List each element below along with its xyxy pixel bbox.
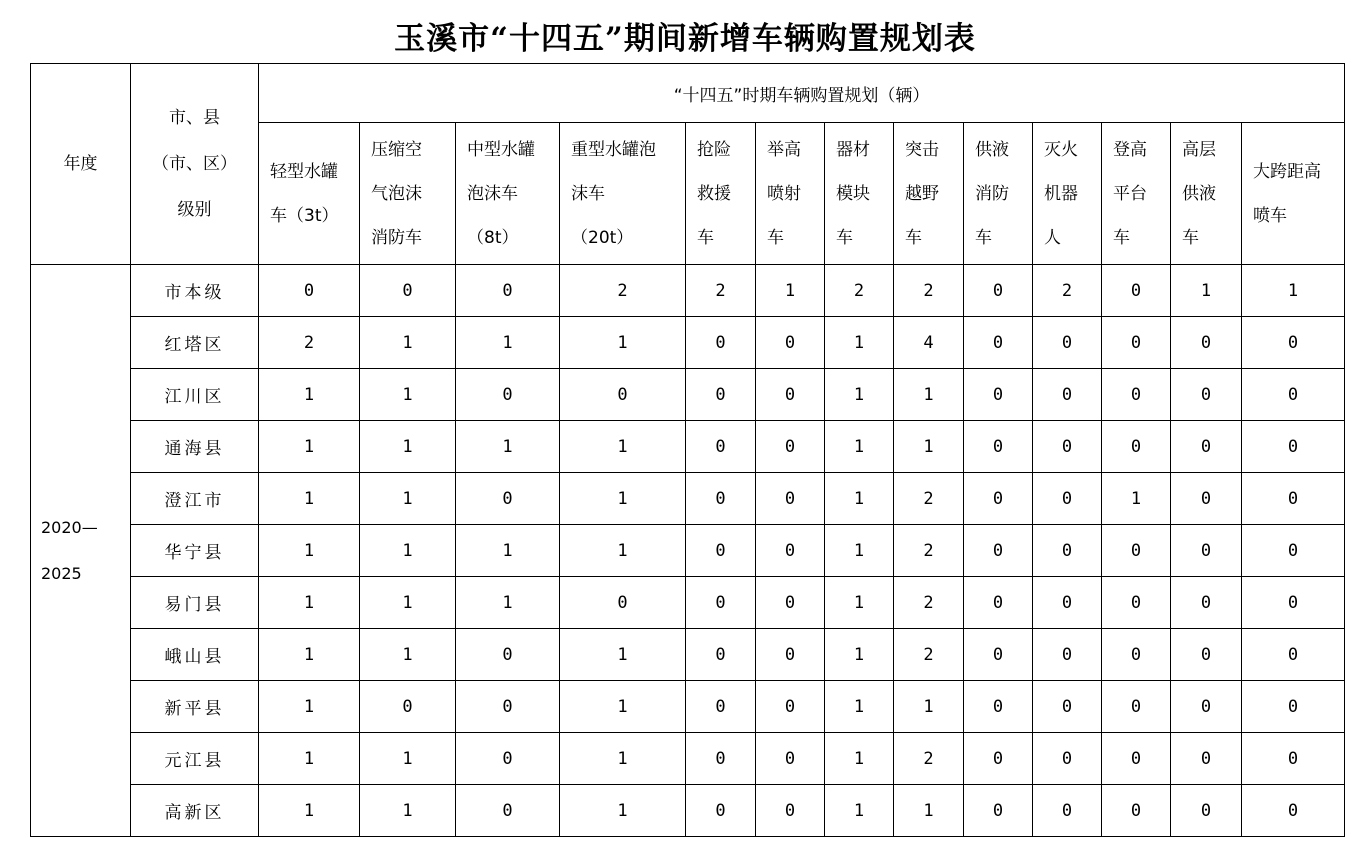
vehicle-count-cell: 0 bbox=[456, 733, 560, 785]
vehicle-count-cell: 0 bbox=[964, 577, 1033, 629]
column-header-line: 消防 bbox=[975, 183, 1009, 204]
column-header bbox=[560, 123, 686, 265]
vehicle-count-cell: 1 bbox=[560, 421, 686, 473]
column-header-line: 车 bbox=[1113, 227, 1130, 248]
vehicle-count-cell: 0 bbox=[964, 421, 1033, 473]
vehicle-count-cell: 0 bbox=[964, 265, 1033, 317]
column-header-line: 登高 bbox=[1113, 139, 1147, 160]
column-header-line: 车（3t） bbox=[270, 205, 339, 226]
column-header-line: 抢险 bbox=[697, 139, 731, 160]
vehicle-count-cell: 1 bbox=[259, 421, 360, 473]
column-header-line: 重型水罐泡 bbox=[571, 139, 656, 160]
vehicle-count-cell: 0 bbox=[964, 733, 1033, 785]
vehicle-count-cell: 0 bbox=[1102, 577, 1171, 629]
vehicle-count-cell: 0 bbox=[456, 629, 560, 681]
level-header-line: 市、县 bbox=[169, 108, 220, 128]
vehicle-count-cell: 0 bbox=[756, 473, 825, 525]
vehicle-count-cell: 1 bbox=[360, 577, 456, 629]
district-name: 红塔区 bbox=[131, 317, 259, 369]
table-row bbox=[31, 317, 1345, 369]
page-title: 玉溪市“十四五”期间新增车辆购置规划表 bbox=[394, 21, 976, 57]
district-name: 通海县 bbox=[131, 421, 259, 473]
vehicle-count-cell: 2 bbox=[560, 265, 686, 317]
vehicle-count-cell: 0 bbox=[964, 681, 1033, 733]
vehicle-count-cell: 2 bbox=[894, 525, 964, 577]
vehicle-count-cell: 0 bbox=[1102, 681, 1171, 733]
vehicle-count-cell: 0 bbox=[1171, 629, 1242, 681]
vehicle-count-cell: 0 bbox=[756, 525, 825, 577]
column-header-line: 器材 bbox=[836, 139, 870, 160]
vehicle-count-cell: 4 bbox=[894, 317, 964, 369]
vehicle-count-cell: 1 bbox=[1242, 265, 1345, 317]
column-header-line: 灭火 bbox=[1044, 139, 1078, 160]
vehicle-count-cell: 0 bbox=[1102, 369, 1171, 421]
vehicle-count-cell: 0 bbox=[686, 317, 756, 369]
column-header-line: 沫车 bbox=[571, 183, 605, 204]
vehicle-count-cell: 1 bbox=[360, 473, 456, 525]
vehicle-count-cell: 0 bbox=[560, 369, 686, 421]
column-header-line: （20t） bbox=[571, 227, 634, 248]
column-header-line: 气泡沫 bbox=[371, 183, 422, 204]
column-header bbox=[1102, 123, 1171, 265]
vehicle-count-cell: 0 bbox=[1242, 421, 1345, 473]
vehicle-count-cell: 0 bbox=[1033, 629, 1102, 681]
vehicle-count-cell: 1 bbox=[259, 681, 360, 733]
district-name: 江川区 bbox=[131, 369, 259, 421]
column-header bbox=[894, 123, 964, 265]
table-row bbox=[31, 525, 1345, 577]
column-header-line: 供液 bbox=[1182, 183, 1216, 204]
vehicle-count-cell: 0 bbox=[686, 681, 756, 733]
vehicle-count-cell: 0 bbox=[1033, 577, 1102, 629]
vehicle-count-cell: 0 bbox=[964, 629, 1033, 681]
vehicle-count-cell: 1 bbox=[756, 265, 825, 317]
column-header-line: 平台 bbox=[1113, 183, 1147, 204]
column-header bbox=[964, 123, 1033, 265]
vehicle-count-cell: 0 bbox=[964, 785, 1033, 837]
vehicle-count-cell: 0 bbox=[1171, 421, 1242, 473]
vehicle-count-cell: 1 bbox=[560, 473, 686, 525]
vehicle-count-cell: 0 bbox=[756, 421, 825, 473]
column-header bbox=[825, 123, 894, 265]
vehicle-count-cell: 0 bbox=[1242, 681, 1345, 733]
column-header bbox=[756, 123, 825, 265]
vehicle-count-cell: 1 bbox=[560, 525, 686, 577]
vehicle-count-cell: 0 bbox=[1102, 317, 1171, 369]
column-header-line: 车 bbox=[975, 227, 992, 248]
vehicle-count-cell: 1 bbox=[360, 421, 456, 473]
table-row bbox=[31, 421, 1345, 473]
district-name: 易门县 bbox=[131, 577, 259, 629]
vehicle-count-cell: 1 bbox=[259, 473, 360, 525]
vehicle-count-cell: 1 bbox=[825, 681, 894, 733]
vehicle-count-cell: 0 bbox=[1033, 473, 1102, 525]
vehicle-count-cell: 0 bbox=[1171, 785, 1242, 837]
column-header bbox=[1242, 123, 1345, 265]
vehicle-count-cell: 0 bbox=[756, 733, 825, 785]
district-name: 新平县 bbox=[131, 681, 259, 733]
vehicle-count-cell: 0 bbox=[360, 681, 456, 733]
vehicle-count-cell: 1 bbox=[259, 733, 360, 785]
vehicle-count-cell: 0 bbox=[1102, 785, 1171, 837]
vehicle-count-cell: 1 bbox=[825, 629, 894, 681]
vehicle-count-cell: 1 bbox=[825, 317, 894, 369]
vehicle-count-cell: 0 bbox=[1242, 473, 1345, 525]
vehicle-count-cell: 1 bbox=[360, 525, 456, 577]
vehicle-count-cell: 0 bbox=[686, 785, 756, 837]
column-header-line: 人 bbox=[1044, 227, 1061, 248]
vehicle-count-cell: 0 bbox=[756, 785, 825, 837]
year-line: 2025 bbox=[41, 563, 82, 583]
group-header: “十四五”时期车辆购置规划（辆） bbox=[259, 64, 1345, 123]
column-header bbox=[360, 123, 456, 265]
vehicle-count-cell: 1 bbox=[1171, 265, 1242, 317]
vehicle-count-cell: 0 bbox=[1171, 317, 1242, 369]
level-header bbox=[131, 64, 259, 265]
vehicle-count-cell: 2 bbox=[894, 629, 964, 681]
vehicle-count-cell: 1 bbox=[825, 421, 894, 473]
vehicle-count-cell: 0 bbox=[456, 265, 560, 317]
vehicle-count-cell: 2 bbox=[1033, 265, 1102, 317]
column-header-line: 车 bbox=[905, 227, 922, 248]
vehicle-count-cell: 0 bbox=[456, 369, 560, 421]
vehicle-count-cell: 0 bbox=[1242, 629, 1345, 681]
vehicle-count-cell: 2 bbox=[894, 577, 964, 629]
vehicle-count-cell: 0 bbox=[1033, 785, 1102, 837]
column-header-line: 越野 bbox=[905, 183, 939, 204]
district-name: 华宁县 bbox=[131, 525, 259, 577]
vehicle-count-cell: 0 bbox=[1102, 525, 1171, 577]
vehicle-count-cell: 1 bbox=[560, 785, 686, 837]
vehicle-count-cell: 0 bbox=[1242, 525, 1345, 577]
vehicle-count-cell: 0 bbox=[1033, 525, 1102, 577]
column-header-line: 车 bbox=[1182, 227, 1199, 248]
vehicle-count-cell: 0 bbox=[1102, 629, 1171, 681]
column-header-line: 车 bbox=[697, 227, 714, 248]
vehicle-count-cell: 1 bbox=[825, 733, 894, 785]
vehicle-count-cell: 1 bbox=[259, 525, 360, 577]
vehicle-count-cell: 1 bbox=[360, 369, 456, 421]
table-row bbox=[31, 473, 1345, 525]
vehicle-count-cell: 2 bbox=[825, 265, 894, 317]
vehicle-count-cell: 0 bbox=[1033, 369, 1102, 421]
year-header: 年度 bbox=[31, 64, 131, 265]
column-header-line: 压缩空 bbox=[371, 139, 422, 160]
vehicle-count-cell: 0 bbox=[1242, 577, 1345, 629]
column-header-line: 喷射 bbox=[767, 183, 801, 204]
vehicle-count-cell: 2 bbox=[259, 317, 360, 369]
table-body bbox=[31, 265, 1345, 837]
vehicle-count-cell: 1 bbox=[456, 577, 560, 629]
vehicle-count-cell: 0 bbox=[1033, 733, 1102, 785]
level-header-line: （市、区） bbox=[152, 154, 237, 174]
district-name: 高新区 bbox=[131, 785, 259, 837]
vehicle-count-cell: 0 bbox=[756, 629, 825, 681]
vehicle-count-cell: 1 bbox=[360, 733, 456, 785]
vehicle-count-cell: 1 bbox=[825, 369, 894, 421]
vehicle-count-cell: 2 bbox=[686, 265, 756, 317]
vehicle-count-cell: 2 bbox=[894, 473, 964, 525]
column-header-line: 泡沫车 bbox=[467, 183, 518, 204]
vehicle-count-cell: 0 bbox=[1171, 525, 1242, 577]
vehicle-count-cell: 0 bbox=[1171, 473, 1242, 525]
vehicle-count-cell: 1 bbox=[560, 681, 686, 733]
vehicle-count-cell: 0 bbox=[756, 317, 825, 369]
vehicle-count-cell: 0 bbox=[756, 577, 825, 629]
column-header-line: 举高 bbox=[767, 139, 801, 160]
district-name: 澄江市 bbox=[131, 473, 259, 525]
table-row bbox=[31, 369, 1345, 421]
vehicle-count-cell: 0 bbox=[686, 421, 756, 473]
vehicle-count-cell: 0 bbox=[686, 369, 756, 421]
vehicle-count-cell: 0 bbox=[1242, 785, 1345, 837]
vehicle-count-cell: 0 bbox=[964, 525, 1033, 577]
column-header-line: 机器 bbox=[1044, 183, 1078, 204]
table-row bbox=[31, 785, 1345, 837]
table-row bbox=[31, 629, 1345, 681]
vehicle-count-cell: 1 bbox=[560, 317, 686, 369]
column-header-line: 救援 bbox=[697, 183, 731, 204]
vehicle-count-cell: 0 bbox=[686, 473, 756, 525]
vehicle-count-cell: 1 bbox=[259, 577, 360, 629]
vehicle-plan-table bbox=[30, 63, 1345, 837]
column-header-line: 消防车 bbox=[371, 227, 422, 248]
column-header-line: 车 bbox=[767, 227, 784, 248]
column-header bbox=[456, 123, 560, 265]
vehicle-count-cell: 1 bbox=[456, 421, 560, 473]
vehicle-count-cell: 0 bbox=[964, 473, 1033, 525]
column-header-line: 高层 bbox=[1182, 139, 1216, 160]
vehicle-count-cell: 1 bbox=[825, 785, 894, 837]
vehicle-count-cell: 0 bbox=[686, 629, 756, 681]
vehicle-count-cell: 1 bbox=[259, 785, 360, 837]
vehicle-count-cell: 0 bbox=[1102, 265, 1171, 317]
vehicle-count-cell: 1 bbox=[894, 785, 964, 837]
district-name: 市本级 bbox=[131, 265, 259, 317]
column-header bbox=[686, 123, 756, 265]
vehicle-count-cell: 2 bbox=[894, 733, 964, 785]
district-name: 元江县 bbox=[131, 733, 259, 785]
vehicle-count-cell: 0 bbox=[259, 265, 360, 317]
table-row bbox=[31, 681, 1345, 733]
vehicle-count-cell: 0 bbox=[560, 577, 686, 629]
vehicle-count-cell: 0 bbox=[756, 681, 825, 733]
vehicle-count-cell: 1 bbox=[825, 577, 894, 629]
vehicle-count-cell: 1 bbox=[894, 369, 964, 421]
vehicle-count-cell: 1 bbox=[560, 733, 686, 785]
vehicle-count-cell: 0 bbox=[964, 369, 1033, 421]
vehicle-count-cell: 1 bbox=[259, 369, 360, 421]
column-header bbox=[1033, 123, 1102, 265]
column-header-line: 供液 bbox=[975, 139, 1009, 160]
vehicle-count-cell: 0 bbox=[456, 473, 560, 525]
vehicle-count-cell: 1 bbox=[456, 317, 560, 369]
vehicle-count-cell: 1 bbox=[560, 629, 686, 681]
vehicle-count-cell: 0 bbox=[756, 369, 825, 421]
vehicle-count-cell: 1 bbox=[825, 525, 894, 577]
vehicle-count-cell: 2 bbox=[894, 265, 964, 317]
column-header-line: 突击 bbox=[905, 139, 939, 160]
vehicle-count-cell: 0 bbox=[1242, 733, 1345, 785]
vehicle-count-cell: 1 bbox=[1102, 473, 1171, 525]
vehicle-count-cell: 1 bbox=[456, 525, 560, 577]
table-row bbox=[31, 733, 1345, 785]
column-header-line: 车 bbox=[836, 227, 853, 248]
vehicle-count-cell: 0 bbox=[1102, 733, 1171, 785]
vehicle-count-cell: 0 bbox=[1171, 681, 1242, 733]
column-header-line: 模块 bbox=[836, 183, 870, 204]
column-header-line: 喷车 bbox=[1253, 205, 1287, 226]
vehicle-count-cell: 0 bbox=[686, 733, 756, 785]
vehicle-count-cell: 0 bbox=[1171, 369, 1242, 421]
vehicle-count-cell: 0 bbox=[964, 317, 1033, 369]
column-header bbox=[259, 123, 360, 265]
vehicle-count-cell: 1 bbox=[360, 317, 456, 369]
vehicle-count-cell: 0 bbox=[1242, 317, 1345, 369]
vehicle-count-cell: 0 bbox=[1033, 681, 1102, 733]
column-header-line: 轻型水罐 bbox=[270, 161, 338, 182]
column-header bbox=[1171, 123, 1242, 265]
vehicle-count-cell: 0 bbox=[1171, 577, 1242, 629]
level-header-line: 级别 bbox=[177, 200, 212, 220]
table-row bbox=[31, 577, 1345, 629]
vehicle-count-cell: 0 bbox=[1033, 317, 1102, 369]
vehicle-count-cell: 0 bbox=[456, 785, 560, 837]
vehicle-count-cell: 1 bbox=[360, 629, 456, 681]
vehicle-count-cell: 1 bbox=[360, 785, 456, 837]
vehicle-count-cell: 0 bbox=[1033, 421, 1102, 473]
vehicle-count-cell: 0 bbox=[686, 577, 756, 629]
vehicle-count-cell: 1 bbox=[894, 681, 964, 733]
vehicle-count-cell: 0 bbox=[1242, 369, 1345, 421]
year-line: 2020— bbox=[41, 517, 98, 537]
year-cell bbox=[31, 265, 131, 837]
vehicle-count-cell: 0 bbox=[360, 265, 456, 317]
vehicle-count-cell: 1 bbox=[825, 473, 894, 525]
district-name: 峨山县 bbox=[131, 629, 259, 681]
vehicle-count-cell: 0 bbox=[686, 525, 756, 577]
table-row bbox=[31, 265, 1345, 317]
column-header-line: 大跨距高 bbox=[1253, 161, 1321, 182]
vehicle-count-cell: 0 bbox=[1102, 421, 1171, 473]
vehicle-count-cell: 0 bbox=[456, 681, 560, 733]
column-header-line: 中型水罐 bbox=[467, 139, 535, 160]
vehicle-count-cell: 0 bbox=[1171, 733, 1242, 785]
vehicle-count-cell: 1 bbox=[259, 629, 360, 681]
vehicle-count-cell: 1 bbox=[894, 421, 964, 473]
column-header-line: （8t） bbox=[467, 227, 519, 248]
